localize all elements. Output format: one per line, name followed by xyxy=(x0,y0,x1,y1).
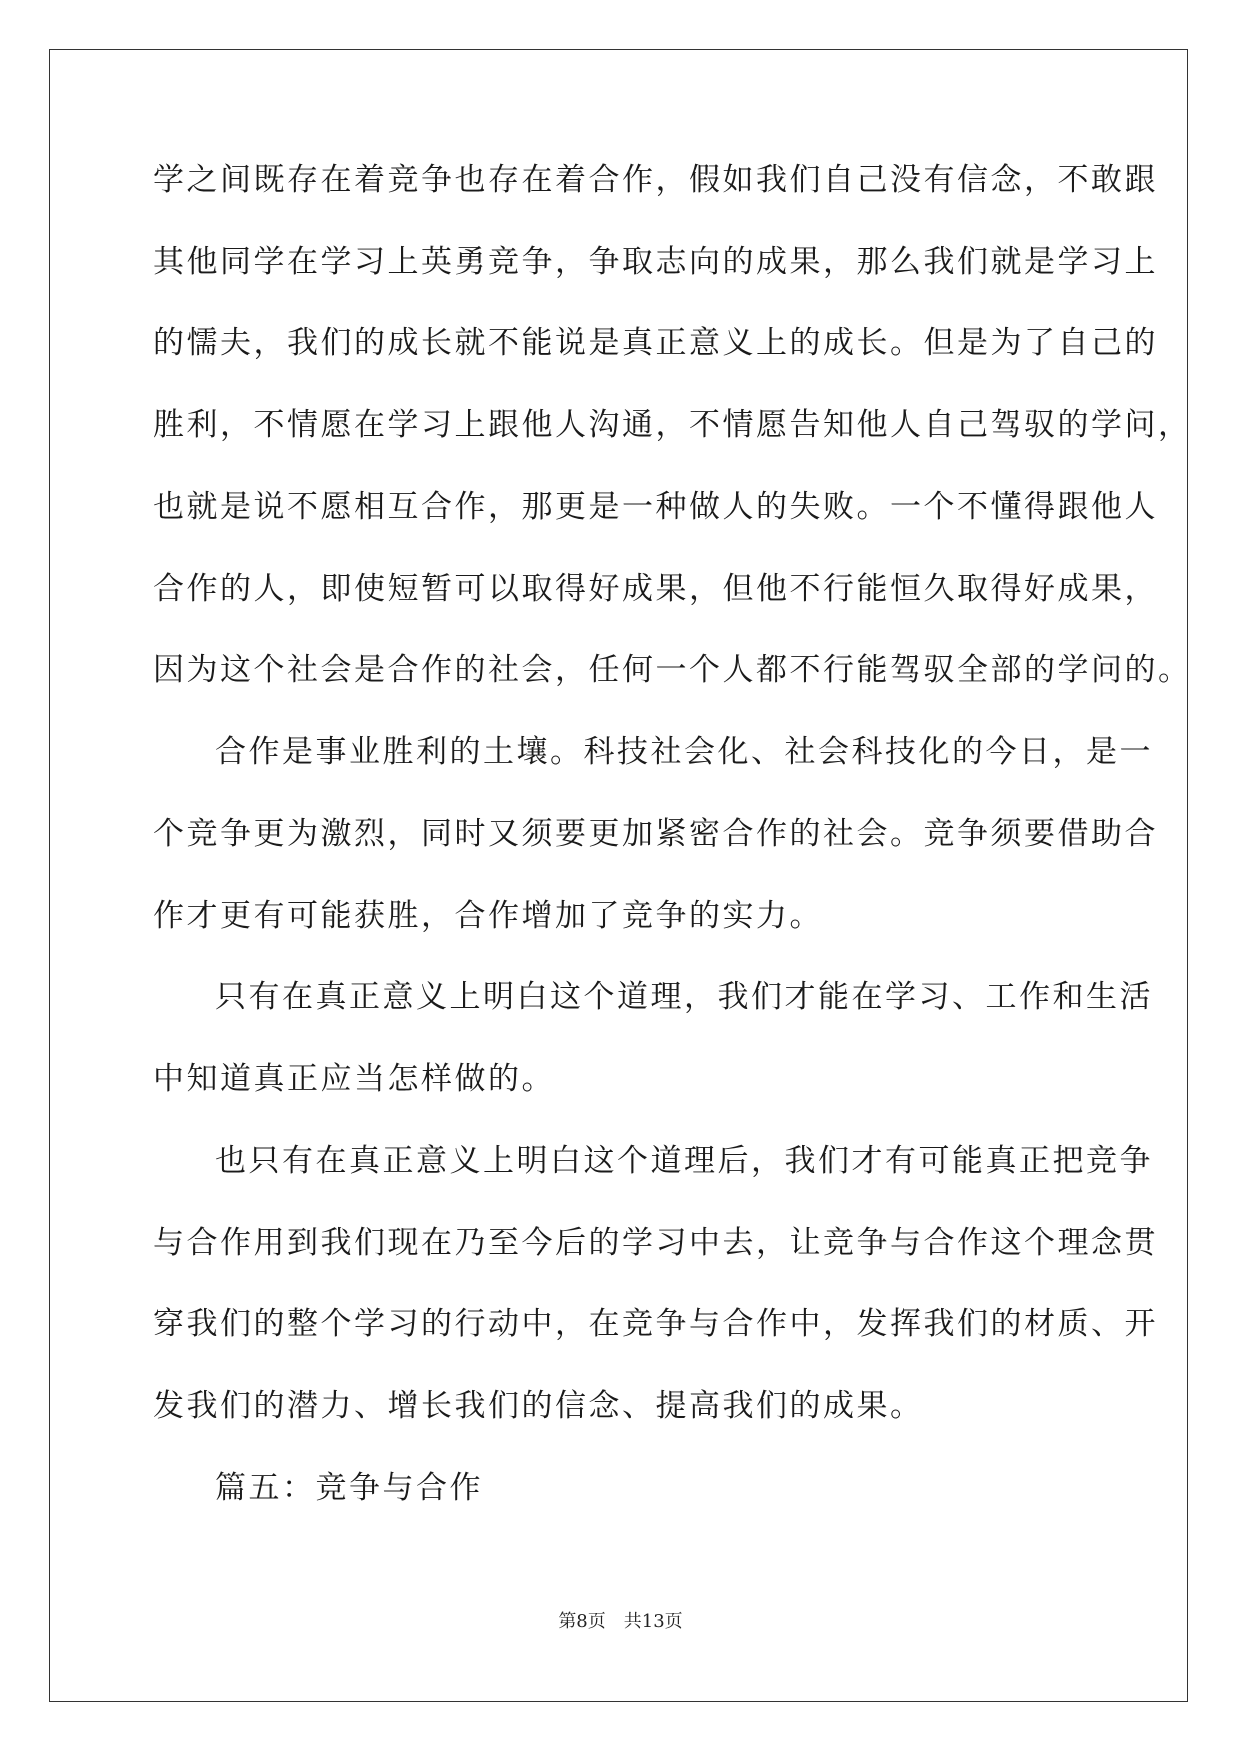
paragraph-line: 个竞争更为激烈，同时又须要更加紧密合作的社会。竞争须要借助合 xyxy=(153,816,1158,852)
paragraph-line: 其他同学在学习上英勇竞争，争取志向的成果，那么我们就是学习上 xyxy=(153,244,1158,280)
paragraph-line: 也只有在真正意义上明白这个道理后，我们才有可能真正把竞争 xyxy=(215,1143,1153,1179)
paragraph-line: 只有在真正意义上明白这个道理，我们才能在学习、工作和生活 xyxy=(215,979,1153,1015)
page-border xyxy=(49,49,1188,1702)
paragraph-line: 穿我们的整个学习的行动中，在竞争与合作中，发挥我们的材质、开 xyxy=(153,1306,1158,1342)
paragraph-line: 合作是事业胜利的土壤。科技社会化、社会科技化的今日，是一 xyxy=(215,734,1153,770)
paragraph-line: 胜利，不情愿在学习上跟他人沟通，不情愿告知他人自己驾驭的学问， xyxy=(153,407,1192,443)
paragraph-line: 中知道真正应当怎样做的。 xyxy=(153,1061,555,1097)
paragraph-line: 因为这个社会是合作的社会，任何一个人都不行能驾驭全部的学问的。 xyxy=(153,652,1192,688)
paragraph-line: 也就是说不愿相互合作，那更是一种做人的失败。一个不懂得跟他人 xyxy=(153,489,1158,525)
paragraph-line: 合作的人，即使短暂可以取得好成果，但他不行能恒久取得好成果， xyxy=(153,571,1158,607)
paragraph-line: 与合作用到我们现在乃至今后的学习中去，让竞争与合作这个理念贯 xyxy=(153,1225,1158,1261)
page-number-total: 共13页 xyxy=(623,1611,683,1632)
paragraph-line: 发我们的潜力、增长我们的信念、提高我们的成果。 xyxy=(153,1388,924,1424)
paragraph-line: 的懦夫，我们的成长就不能说是真正意义上的成长。但是为了自己的 xyxy=(153,325,1158,361)
page-footer xyxy=(0,1610,1241,1634)
paragraph-line: 学之间既存在着竞争也存在着合作，假如我们自己没有信念，不敢跟 xyxy=(153,162,1158,198)
page-number-current: 第8页 xyxy=(558,1611,606,1632)
paragraph-line: 作才更有可能获胜，合作增加了竞争的实力。 xyxy=(153,898,823,934)
section-heading: 篇五：竞争与合作 xyxy=(215,1470,483,1506)
